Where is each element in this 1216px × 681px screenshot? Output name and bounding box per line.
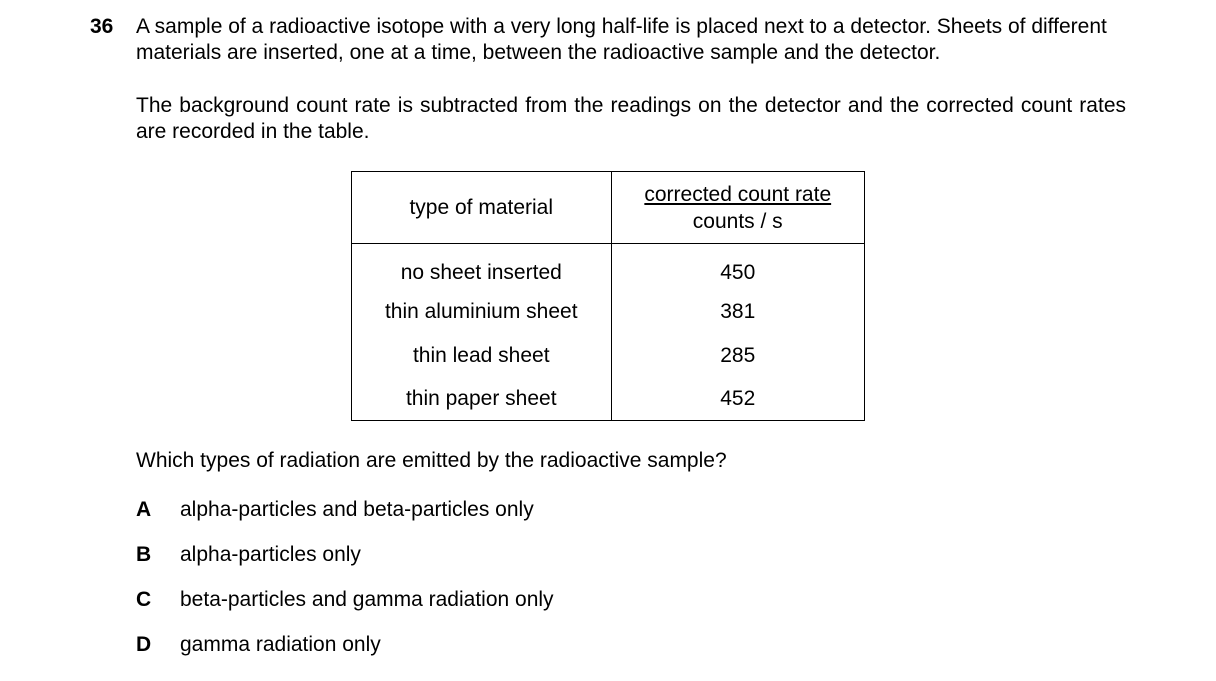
material-cell: no sheet inserted	[352, 244, 612, 291]
count-rate-table	[351, 171, 865, 421]
header-rate-unit: counts / s	[692, 209, 783, 233]
option-a[interactable]	[136, 497, 534, 523]
option-text: gamma radiation only	[180, 633, 381, 656]
option-c[interactable]	[136, 587, 554, 613]
table-row	[352, 378, 865, 421]
table-row	[352, 290, 865, 334]
option-text: alpha-particles only	[180, 543, 361, 566]
table-row	[352, 244, 865, 291]
header-rate-name: corrected count rate	[644, 182, 832, 206]
rate-cell: 450	[611, 244, 865, 291]
table-header-row	[352, 172, 865, 244]
question-stem: A sample of a radioactive isotope with a very long half-life is placed next to a detector. Sheets of different materials are inserted, one at a time, between the radioactive sample and the detector.	[136, 15, 1107, 64]
option-letter: A	[136, 498, 152, 521]
option-letter: C	[136, 588, 152, 611]
question-text: Which types of radiation are emitted by the radioactive sample?	[136, 449, 727, 472]
material-cell: thin paper sheet	[352, 378, 612, 421]
material-cell: thin lead sheet	[352, 334, 612, 378]
material-cell: thin aluminium sheet	[352, 290, 612, 334]
option-text: alpha-particles and beta-particles only	[180, 498, 534, 521]
option-b[interactable]	[136, 542, 361, 568]
rate-cell: 381	[611, 290, 865, 334]
background-text: The background count rate is subtracted from the readings on the detector and the corrected count rates are recorded in the table.	[136, 94, 1126, 143]
option-letter: D	[136, 633, 152, 656]
header-material: type of material	[352, 172, 612, 244]
rate-cell: 452	[611, 378, 865, 421]
option-letter: B	[136, 543, 152, 566]
header-count-rate	[611, 172, 865, 244]
option-text: beta-particles and gamma radiation only	[180, 588, 554, 611]
option-d[interactable]	[136, 632, 381, 658]
rate-cell: 285	[611, 334, 865, 378]
question-number: 36	[90, 15, 114, 38]
table-row	[352, 334, 865, 378]
